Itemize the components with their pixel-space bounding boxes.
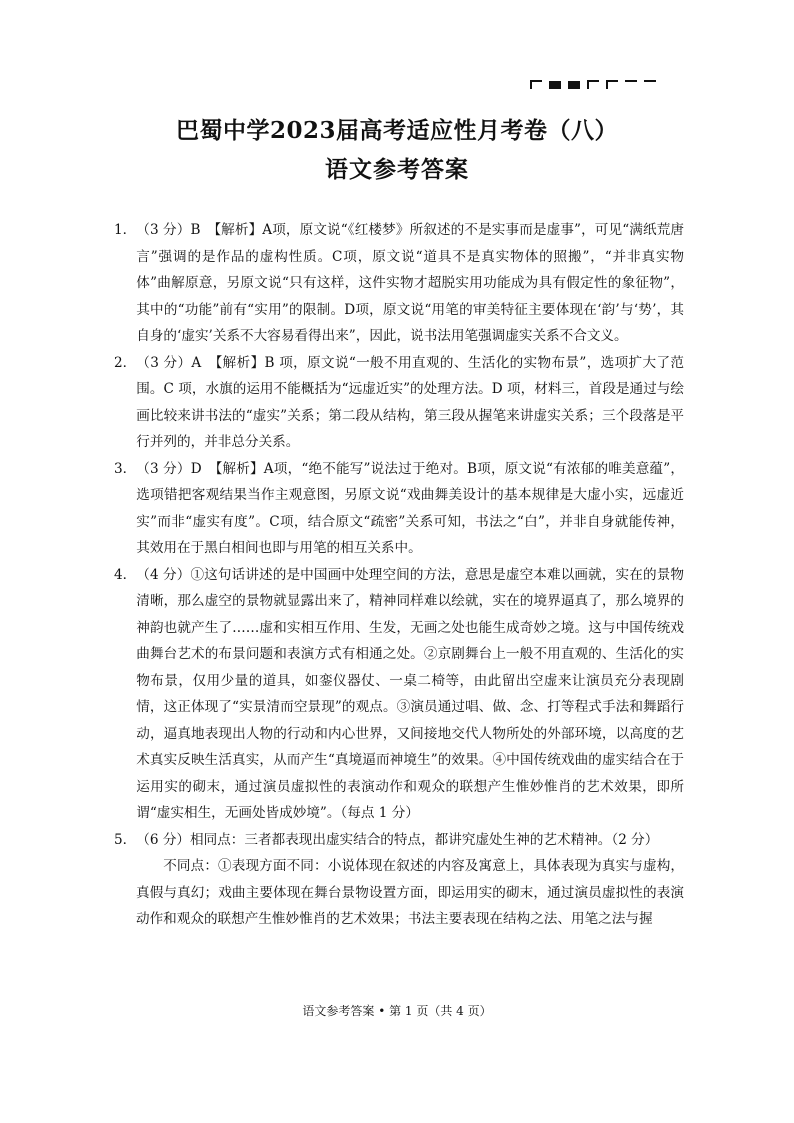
- answer-item-2: [114, 350, 684, 456]
- answer-number: 3．: [114, 460, 137, 477]
- mark-dash-2: [644, 80, 656, 89]
- answer-body: [114, 217, 684, 933]
- answer-text: （4 分）①这句话讲述的是中国画中处理空间的方法，意思是虚空本难以画就，实在的景物清晰，那么虚空的景物就显露出来了，精神同样难以绘就，实在的境界逼真了，那么境界的神韵也就产生了……虚和实相互作用、生发，无画之处也能生成奇妙之境。这与中国传统戏曲舞台艺术的布景问题和表演方式有相通之处。②京剧舞台上一般不用直观的、生活化的实物布景，仅用少量的道具，如銮仪器仗、一桌二椅等，由此留出空虚来让演员充分表现剧情，这正体现了“实景清而空景现”的观点。③演员通过唱、做、念、打等程式手法和舞蹈行动，逼真地表现出人物的行动和内心世界，又间接地交代人物所处的外部环境，以高度的艺术真实反映生活真实，从而产生“真境逼而神境生”的效果。④中国传统戏曲的虚实结合在于运用实的砌末，通过演员虚拟性的表演动作和观众的联想产生惟妙惟肖的艺术效果，即所谓“虚实相生，无画处皆成妙境”。（每点 1 分）: [136, 566, 684, 821]
- answer-item-3: [114, 456, 684, 562]
- mark-corner-1: [530, 80, 542, 89]
- mark-dash-1: [625, 80, 637, 89]
- answer-text: （3 分）D 【解析】A项，“绝不能写”说法过于绝对。B项，原文说“有浓郁的唯美意蕴”，选项错把客观结果当作主观意图，另原文说“戏曲舞美设计的基本规律是大虚小实，远虚近实”而非“虚实有度”。C项，结合原文“疏密”关系可知，书法之“白”，并非自身就能传神，其效用在于黑白相间也即与用笔的相互关系中。: [136, 460, 684, 556]
- answer-text: （6 分）相同点：三者都表现出虚实结合的特点，都讲究虚处生神的艺术精神。（2 分）: [136, 831, 659, 848]
- answer-item-5: [114, 827, 684, 854]
- answer-number: 1．: [114, 222, 137, 238]
- answer-number: 5．: [114, 831, 137, 848]
- answer-text: （3 分）A 【解析】B 项，原文说“一般不用直观的、生活化的实物布景”，选项扩大了范围。C 项，水旗的运用不能概括为“远虚近实”的处理方法。D 项，材料三，首段是通过与绘画比较来讲书法的“虚实”关系；第二段从结构，第三段从握笔来讲虚实关系；三个段落是平行并列的，并非总分关系。: [136, 354, 684, 450]
- answer-number: 4．: [114, 566, 137, 583]
- answer-item-4: [114, 562, 684, 827]
- mark-block-2: [568, 81, 580, 89]
- page-title: 巴蜀中学2023届高考适应性月考卷（八）: [175, 117, 618, 144]
- page-subtitle: 语文参考答案: [325, 156, 469, 183]
- mark-corner-2: [587, 80, 599, 89]
- exam-marks: [530, 80, 656, 89]
- page-footer: 语文参考答案 • 第 1 页（共 4 页）: [302, 1004, 492, 1018]
- answer-item-1: [114, 217, 684, 350]
- answer-number: 2．: [114, 354, 137, 371]
- answer-text: （3 分）B 【解析】A项，原文说“《红楼梦》所叙述的不是实事而是虚事”，可见“满纸荒唐言”强调的是作品的虚构性质。C项，原文说“道具不是真实物体的照搬”，“并非真实物体”曲解原意，另原文说“只有这样，这件实物才超脱实用功能成为具有假定性的象征物”，其中的“功能”前有“实用”的限制。D项，原文说“用笔的审美特征主要体现在‘韵’与‘势’，其自身的‘虚实’关系不大容易看得出来”，因此，说书法用笔强调虚实关系不合文义。: [136, 222, 684, 344]
- mark-block-1: [549, 81, 561, 89]
- mark-corner-3: [606, 80, 618, 89]
- answer-5-continuation: 不同点：①表现方面不同：小说体现在叙述的内容及寓意上，具体表现为真实与虚构，真假与真幻；戏曲主要体现在舞台景物设置方面，即运用实的砌末，通过演员虚拟性的表演动作和观众的联想产生惟妙惟肖的艺术效果；书法主要表现在结构之法、用笔之法与握: [136, 858, 684, 927]
